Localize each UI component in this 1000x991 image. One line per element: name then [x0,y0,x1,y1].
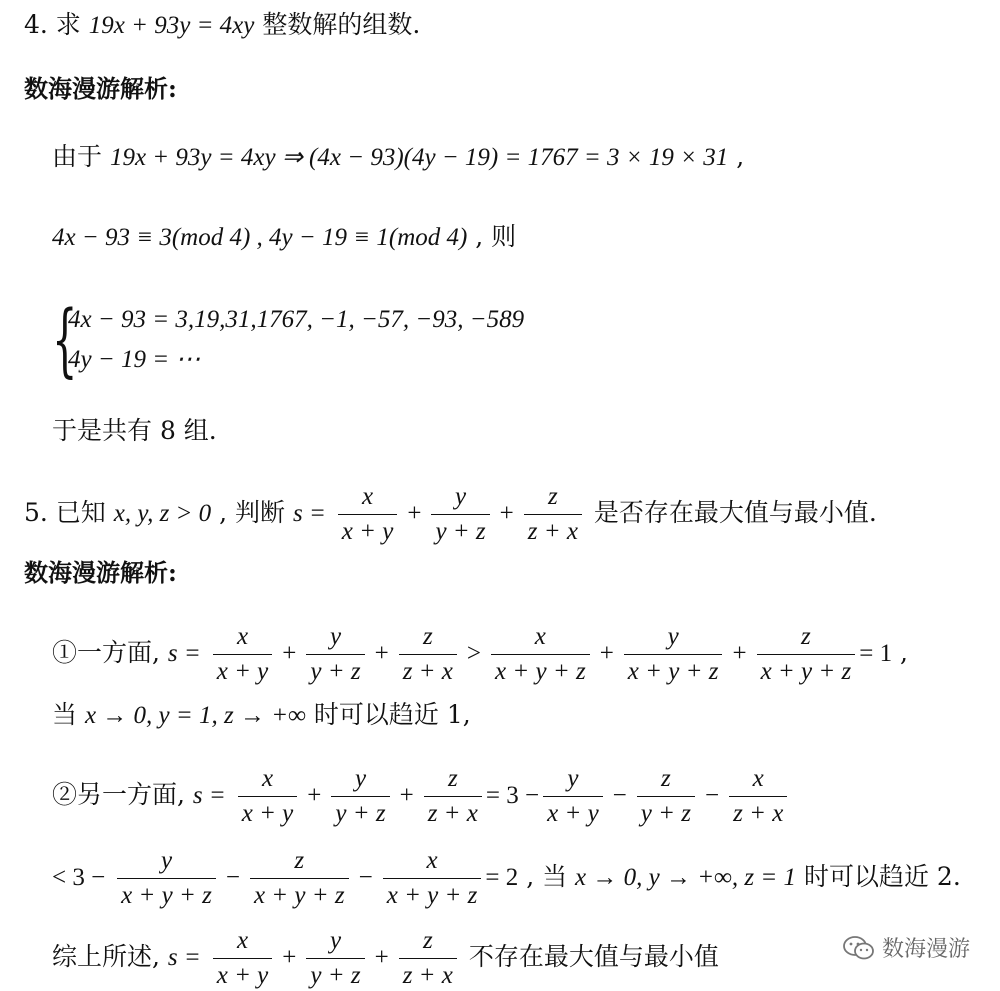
equals-one: = 1 [859,640,893,667]
sol4-then: , 则 [467,222,517,251]
condition-math: x, y, z > 0 [113,500,212,527]
case-1-math: 4x − 93 = 3,19,31,1767, −1, −57, −93, −589 [68,306,525,333]
fraction: $\frac{x}{x + y + z}$ [491,622,590,687]
congruence-math: 4x − 93 ≡ 3(mod 4) , 4y − 19 ≡ 1(mod 4) [52,224,468,251]
fraction: $\frac{z}{x + y + z}$ [250,846,349,911]
solution-4-conclusion: 于是共有 8 组. [52,416,217,445]
watermark-text: 数海漫游 [881,937,970,962]
solution-5-line-4: < 3 − $\frac{y}{x + y + z}$ − $\frac{z}{x + y + z}$ − $\frac{x}{x + y + z}$ = 2 , 当 x → 0, y → +∞, z = 1 时可以趋近 2. [52,847,961,909]
fraction: $\frac{y}{y + z}$ [306,622,364,687]
less-than-three: < 3 − [52,864,106,891]
fraction: $\frac{z}{y + z}$ [637,764,695,829]
solution-5-line-1: ①一方面, s = $\frac{x}{x + y}$ + $\frac{y}{y + z}$ + $\frac{z}{z + x}$ > $\frac{x}{x + y + z}$ + $\frac{y}{x + y + z}$ + $\frac{z}{x + y + z}$ = 1 , [52,623,909,685]
fraction-y-over-y-plus-z: $\frac{y}{y + z}$ [431,482,489,547]
problem-5-statement: 5. 已知 x, y, z > 0 , 判断 s = $\frac{x}{x + y}$ + $\frac{y}{y + z}$ + $\frac{z}{z + x}$ 是否存在最大值与最小值. [24,483,877,545]
factorization-math: 19x + 93y = 4xy ⇒ (4x − 93)(4y − 19) = 1767 = 3 × 19 × 31 [109,144,729,171]
problem-4-question: 整数解的组数. [254,10,421,39]
fraction: $\frac{z}{z + x}$ [399,926,457,991]
fraction: $\frac{y}{x + y + z}$ [117,846,216,911]
case-line-1 [68,302,524,337]
greater-than: > [466,640,482,667]
problem-4-statement [24,8,420,43]
fraction-x-over-x-plus-y: $\frac{x}{x + y}$ [338,482,398,547]
fraction-z-over-z-plus-x: $\frac{z}{z + x}$ [524,482,582,547]
fraction: $\frac{y}{x + y + z}$ [624,622,723,687]
solution-4-line-1 [52,140,744,175]
fraction: $\frac{z}{x + y + z}$ [757,622,856,687]
fraction: $\frac{x}{x + y}$ [213,622,273,687]
fraction: $\frac{y}{y + z}$ [331,764,389,829]
solution-5-line-3: ②另一方面, s = $\frac{x}{x + y}$ + $\frac{y}{y + z}$ + $\frac{z}{z + x}$ = 3 − $\frac{y}{x + y}$ − $\frac{z}{y + z}$ − $\frac{x}{z + x}$ [52,764,791,829]
approach-2-text: 时可以趋近 2. [796,862,961,891]
when-text: , 当 [518,862,576,891]
case-line-2 [68,342,200,377]
analysis-heading-4: 数海漫游解析: [24,74,177,103]
three-minus: = 3 − [485,782,540,809]
fraction: $\frac{x}{x + y}$ [213,926,273,991]
fraction: $\frac{z}{z + x}$ [399,622,457,687]
s-equals: s = [167,640,201,667]
summary-conclusion: 不存在最大值与最小值 [460,942,719,971]
equals-two: = 2 [485,864,519,891]
fraction: $\frac{x}{x + y + z}$ [383,846,482,911]
s-equals: s = [292,500,326,527]
limit-math-2: x → 0, y → +∞, z = 1 [575,864,797,891]
case-2-math: 4y − 19 = ⋯ [68,346,201,373]
limit-math-1: x → 0, y = 1, z → +∞ [84,702,306,729]
fraction: $\frac{z}{z + x}$ [424,764,482,829]
s-equals: s = [192,782,226,809]
wechat-icon [842,935,876,961]
problem-5-question: 是否存在最大值与最小值. [585,498,877,527]
solution-5-line-2 [52,698,471,733]
s-equals: s = [167,944,201,971]
watermark [842,932,970,963]
approach-1-text: 时可以趋近 1, [305,700,471,729]
punct: , [892,638,909,667]
problem-4-label: 4. 求 [24,10,89,39]
problem-5-label: 5. 已知 [24,498,114,527]
fraction: $\frac{x}{x + y}$ [238,764,298,829]
fraction: $\frac{y}{y + z}$ [306,926,364,991]
solution-4-line-2 [52,220,516,255]
system-brace: { [52,293,78,386]
fraction: $\frac{y}{x + y}$ [543,764,603,829]
problem-4-equation: 19x + 93y = 4xy [88,12,255,39]
part-2-label: ②另一方面, [52,780,193,809]
sol4-text: 由于 [52,142,110,171]
part-1-label: ①一方面, [52,638,168,667]
sol4-punct: , [728,142,745,171]
analysis-heading-5: 数海漫游解析: [24,558,177,587]
fraction: $\frac{x}{z + x}$ [729,764,787,829]
when-text: 当 [52,700,85,729]
solution-5-summary: 综上所述, s = $\frac{x}{x + y}$ + $\frac{y}{y + z}$ + $\frac{z}{z + x}$ 不存在最大值与最小值 [52,927,719,989]
summary-label: 综上所述, [52,942,168,971]
problem-5-mid: , 判断 [211,498,293,527]
